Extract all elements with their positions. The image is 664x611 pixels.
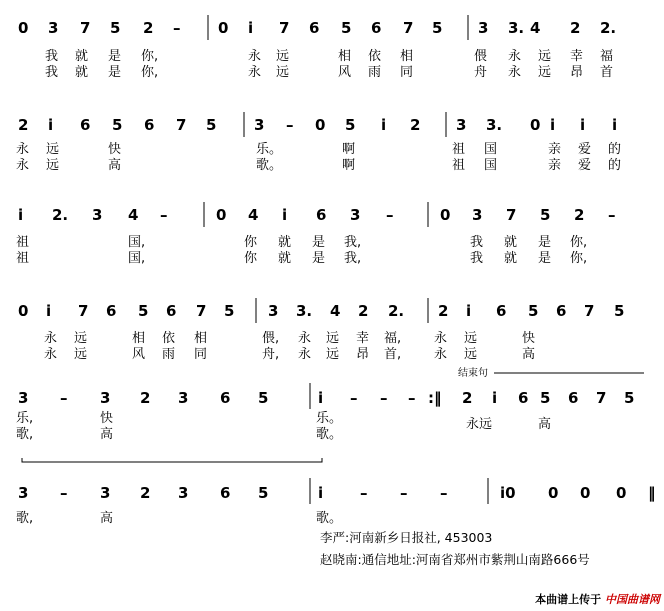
score-row-1 xyxy=(18,15,616,40)
svg-text:远: 远 xyxy=(464,331,478,346)
svg-text:5: 5 xyxy=(614,302,625,320)
svg-text:2: 2 xyxy=(140,484,151,502)
svg-text:永: 永 xyxy=(248,65,262,80)
svg-text:永: 永 xyxy=(16,142,30,157)
svg-text:2.: 2. xyxy=(52,206,69,224)
svg-text:i: i xyxy=(550,116,556,134)
svg-text:5: 5 xyxy=(138,302,149,320)
svg-text:3: 3 xyxy=(472,206,483,224)
svg-text:2: 2 xyxy=(574,206,585,224)
svg-text:永: 永 xyxy=(508,65,522,80)
svg-text:5: 5 xyxy=(258,484,269,502)
svg-text:–: – xyxy=(60,389,68,407)
svg-text:–: – xyxy=(408,389,416,407)
score-row-3 xyxy=(18,202,616,227)
svg-text:3: 3 xyxy=(178,389,189,407)
svg-text:你: 你 xyxy=(244,235,258,250)
svg-text:–: – xyxy=(608,206,616,224)
svg-text:就: 就 xyxy=(504,235,518,250)
svg-text:6: 6 xyxy=(80,116,91,134)
svg-text:昂: 昂 xyxy=(356,347,370,362)
svg-text:高: 高 xyxy=(522,347,536,362)
svg-text:祖: 祖 xyxy=(16,251,30,266)
svg-text:永: 永 xyxy=(434,331,448,346)
svg-text:3: 3 xyxy=(254,116,265,134)
score-row-5 xyxy=(18,383,634,409)
svg-text:你: 你 xyxy=(244,251,258,266)
svg-text:4: 4 xyxy=(530,19,541,37)
svg-text:我,: 我, xyxy=(344,251,362,266)
svg-text:5: 5 xyxy=(206,116,217,134)
svg-text:雨: 雨 xyxy=(368,65,382,80)
svg-text:3.: 3. xyxy=(508,19,525,37)
svg-text:就: 就 xyxy=(75,65,89,80)
svg-text:3: 3 xyxy=(100,484,111,502)
svg-text:5: 5 xyxy=(432,19,443,37)
svg-text:偎: 偎 xyxy=(474,49,488,64)
svg-text:远: 远 xyxy=(276,65,290,80)
svg-text:0: 0 xyxy=(218,19,229,37)
svg-text:远: 远 xyxy=(326,331,340,346)
svg-text:永: 永 xyxy=(44,331,58,346)
svg-text:就: 就 xyxy=(278,251,292,266)
svg-text:国: 国 xyxy=(484,158,498,173)
svg-text:3: 3 xyxy=(178,484,189,502)
score-row-2 xyxy=(18,112,617,137)
svg-text:6: 6 xyxy=(556,302,567,320)
svg-text:i: i xyxy=(580,116,586,134)
svg-text:0: 0 xyxy=(315,116,326,134)
svg-text:快: 快 xyxy=(108,142,122,157)
svg-text:相: 相 xyxy=(132,331,146,346)
svg-text:你,: 你, xyxy=(570,235,588,250)
svg-text:3: 3 xyxy=(48,19,59,37)
svg-text:i: i xyxy=(48,116,54,134)
svg-text:啊: 啊 xyxy=(342,158,356,173)
svg-text:0: 0 xyxy=(18,19,29,37)
svg-text:6: 6 xyxy=(166,302,177,320)
svg-text:2: 2 xyxy=(410,116,421,134)
svg-text:风: 风 xyxy=(338,65,352,80)
svg-text:福: 福 xyxy=(600,49,614,64)
svg-text:–: – xyxy=(400,484,408,502)
svg-text:3: 3 xyxy=(456,116,467,134)
svg-text:6: 6 xyxy=(144,116,155,134)
svg-text:i: i xyxy=(248,19,254,37)
svg-text:远: 远 xyxy=(538,65,552,80)
svg-text:i: i xyxy=(318,389,324,407)
svg-text:远: 远 xyxy=(538,49,552,64)
upload-text: 本曲谱上传于 xyxy=(535,593,602,606)
svg-text:7: 7 xyxy=(196,302,207,320)
svg-text:6: 6 xyxy=(220,484,231,502)
svg-text:0: 0 xyxy=(548,484,559,502)
svg-text:i0: i0 xyxy=(500,484,516,502)
score-row-4 xyxy=(18,298,624,323)
svg-text:7: 7 xyxy=(279,19,290,37)
svg-text:0: 0 xyxy=(18,302,29,320)
svg-text:3: 3 xyxy=(92,206,103,224)
svg-text:啊: 啊 xyxy=(342,142,356,157)
svg-text:–: – xyxy=(160,206,168,224)
svg-text:5: 5 xyxy=(540,389,551,407)
svg-text:2: 2 xyxy=(438,302,449,320)
svg-text:偎,: 偎, xyxy=(262,331,280,346)
svg-text:i: i xyxy=(18,206,24,224)
svg-text:i: i xyxy=(381,116,387,134)
svg-text:0: 0 xyxy=(580,484,591,502)
svg-text:我,: 我, xyxy=(344,235,362,250)
svg-text::‖: :‖ xyxy=(428,389,442,407)
svg-text:高: 高 xyxy=(538,417,552,432)
svg-text:i: i xyxy=(492,389,498,407)
svg-text:3.: 3. xyxy=(296,302,313,320)
svg-text:是: 是 xyxy=(538,235,552,250)
svg-text:7: 7 xyxy=(176,116,187,134)
svg-text:远: 远 xyxy=(74,331,88,346)
svg-text:3: 3 xyxy=(478,19,489,37)
svg-text:6: 6 xyxy=(518,389,529,407)
svg-text:国,: 国, xyxy=(128,251,146,266)
svg-text:7: 7 xyxy=(506,206,517,224)
svg-text:3.: 3. xyxy=(486,116,503,134)
svg-text:远: 远 xyxy=(46,158,60,173)
svg-text:远: 远 xyxy=(464,347,478,362)
svg-text:3: 3 xyxy=(18,484,29,502)
svg-text:永远: 永远 xyxy=(466,417,493,432)
svg-text:就: 就 xyxy=(75,49,89,64)
svg-text:4: 4 xyxy=(330,302,341,320)
svg-text:的: 的 xyxy=(608,158,622,173)
svg-text:相: 相 xyxy=(400,49,414,64)
ending-marker: 结束句 xyxy=(458,368,488,379)
svg-text:3: 3 xyxy=(100,389,111,407)
svg-text:我: 我 xyxy=(45,65,59,80)
svg-text:国,: 国, xyxy=(128,235,146,250)
svg-text:乐。: 乐。 xyxy=(316,411,343,426)
svg-text:高: 高 xyxy=(108,158,122,173)
svg-text:远: 远 xyxy=(46,142,60,157)
svg-text:–: – xyxy=(360,484,368,502)
svg-text:昂: 昂 xyxy=(570,65,584,80)
svg-text:2: 2 xyxy=(143,19,154,37)
svg-text:就: 就 xyxy=(278,235,292,250)
svg-text:亲: 亲 xyxy=(548,142,562,157)
row-5-lyrics xyxy=(16,410,551,442)
svg-text:7: 7 xyxy=(584,302,595,320)
svg-text:祖: 祖 xyxy=(452,158,466,173)
svg-text:‖: ‖ xyxy=(648,484,656,502)
svg-text:6: 6 xyxy=(568,389,579,407)
svg-text:歌。: 歌。 xyxy=(256,158,283,173)
row-1-lyrics xyxy=(45,48,613,80)
svg-text:你,: 你, xyxy=(141,49,159,64)
svg-text:3: 3 xyxy=(268,302,279,320)
svg-text:乐。: 乐。 xyxy=(256,142,283,157)
svg-text:风: 风 xyxy=(132,347,146,362)
svg-text:永: 永 xyxy=(248,49,262,64)
svg-text:–: – xyxy=(286,116,294,134)
svg-text:幸: 幸 xyxy=(570,49,584,64)
svg-text:i: i xyxy=(466,302,472,320)
svg-text:祖: 祖 xyxy=(16,235,30,250)
svg-text:远: 远 xyxy=(326,347,340,362)
svg-text:是: 是 xyxy=(538,251,552,266)
svg-text:7: 7 xyxy=(403,19,414,37)
score-row-6 xyxy=(18,478,656,504)
row-6-lyrics xyxy=(16,510,342,526)
svg-text:–: – xyxy=(60,484,68,502)
svg-text:2: 2 xyxy=(570,19,581,37)
svg-text:5: 5 xyxy=(224,302,235,320)
svg-text:乐,: 乐, xyxy=(16,411,34,426)
svg-text:爱: 爱 xyxy=(578,158,592,173)
svg-text:永: 永 xyxy=(44,347,58,362)
svg-text:远: 远 xyxy=(276,49,290,64)
svg-text:5: 5 xyxy=(341,19,352,37)
svg-text:舟: 舟 xyxy=(474,65,488,80)
row-3-lyrics xyxy=(16,234,587,266)
svg-text:i: i xyxy=(46,302,52,320)
svg-text:国: 国 xyxy=(484,142,498,157)
svg-text:–: – xyxy=(440,484,448,502)
svg-text:你,: 你, xyxy=(570,251,588,266)
svg-text:4: 4 xyxy=(128,206,139,224)
svg-text:0: 0 xyxy=(216,206,227,224)
svg-text:幸: 幸 xyxy=(356,331,370,346)
svg-text:歌。: 歌。 xyxy=(316,427,343,442)
svg-text:我: 我 xyxy=(470,235,484,250)
svg-text:依: 依 xyxy=(162,331,176,346)
svg-text:首: 首 xyxy=(600,65,614,80)
svg-text:2: 2 xyxy=(18,116,29,134)
svg-text:–: – xyxy=(386,206,394,224)
svg-text:3: 3 xyxy=(350,206,361,224)
svg-text:雨: 雨 xyxy=(162,347,176,362)
credit-line-1: 李严:河南新乡日报社, 453003 xyxy=(320,530,493,545)
svg-text:6: 6 xyxy=(371,19,382,37)
svg-text:6: 6 xyxy=(220,389,231,407)
svg-text:永: 永 xyxy=(298,331,312,346)
svg-text:2: 2 xyxy=(140,389,151,407)
svg-text:2.: 2. xyxy=(388,302,405,320)
svg-text:2.: 2. xyxy=(600,19,617,37)
svg-text:祖: 祖 xyxy=(452,142,466,157)
row-2-lyrics xyxy=(16,141,621,173)
svg-text:i: i xyxy=(318,484,324,502)
svg-text:2: 2 xyxy=(358,302,369,320)
svg-text:同: 同 xyxy=(194,347,208,362)
svg-text:是: 是 xyxy=(312,251,326,266)
svg-text:–: – xyxy=(173,19,181,37)
svg-text:6: 6 xyxy=(106,302,117,320)
svg-text:4: 4 xyxy=(248,206,259,224)
svg-text:7: 7 xyxy=(78,302,89,320)
svg-text:歌。: 歌。 xyxy=(316,511,343,526)
svg-text:永: 永 xyxy=(434,347,448,362)
svg-text:永: 永 xyxy=(16,158,30,173)
svg-text:i: i xyxy=(282,206,288,224)
svg-text:7: 7 xyxy=(596,389,607,407)
svg-text:歌,: 歌, xyxy=(16,427,34,442)
svg-text:就: 就 xyxy=(504,251,518,266)
site-brand[interactable]: 中国曲谱网 xyxy=(605,593,660,606)
svg-text:高: 高 xyxy=(100,511,114,526)
svg-text:舟,: 舟, xyxy=(262,347,280,362)
svg-text:相: 相 xyxy=(338,49,352,64)
svg-text:高: 高 xyxy=(100,427,114,442)
svg-text:6: 6 xyxy=(496,302,507,320)
svg-text:0: 0 xyxy=(440,206,451,224)
svg-text:的: 的 xyxy=(608,142,622,157)
svg-text:远: 远 xyxy=(74,347,88,362)
credit-line-2: 赵晓南:通信地址:河南省郑州市紫荆山南路666号 xyxy=(320,552,590,567)
svg-text:同: 同 xyxy=(400,65,414,80)
svg-text:亲: 亲 xyxy=(548,158,562,173)
svg-text:快: 快 xyxy=(100,411,114,426)
svg-text:是: 是 xyxy=(108,49,122,64)
svg-text:i: i xyxy=(612,116,618,134)
svg-text:快: 快 xyxy=(522,331,536,346)
svg-text:5: 5 xyxy=(112,116,123,134)
svg-text:5: 5 xyxy=(540,206,551,224)
svg-text:7: 7 xyxy=(80,19,91,37)
svg-text:相: 相 xyxy=(194,331,208,346)
svg-text:是: 是 xyxy=(108,65,122,80)
upload-notice xyxy=(535,591,660,607)
svg-text:是: 是 xyxy=(312,235,326,250)
svg-text:3: 3 xyxy=(18,389,29,407)
svg-text:2: 2 xyxy=(462,389,473,407)
svg-text:永: 永 xyxy=(508,49,522,64)
svg-text:首,: 首, xyxy=(384,347,402,362)
svg-text:永: 永 xyxy=(298,347,312,362)
svg-text:–: – xyxy=(350,389,358,407)
row-4-lyrics xyxy=(44,330,535,362)
svg-text:5: 5 xyxy=(528,302,539,320)
svg-text:我: 我 xyxy=(470,251,484,266)
svg-text:依: 依 xyxy=(368,49,382,64)
svg-text:0: 0 xyxy=(530,116,541,134)
svg-text:6: 6 xyxy=(309,19,320,37)
svg-text:5: 5 xyxy=(258,389,269,407)
svg-text:6: 6 xyxy=(316,206,327,224)
svg-text:–: – xyxy=(380,389,388,407)
svg-text:5: 5 xyxy=(110,19,121,37)
svg-text:爱: 爱 xyxy=(578,142,592,157)
svg-text:我: 我 xyxy=(45,49,59,64)
svg-text:你,: 你, xyxy=(141,65,159,80)
svg-text:5: 5 xyxy=(624,389,635,407)
svg-text:歌,: 歌, xyxy=(16,511,34,526)
svg-text:0: 0 xyxy=(616,484,627,502)
svg-text:福,: 福, xyxy=(384,331,402,346)
svg-text:5: 5 xyxy=(345,116,356,134)
